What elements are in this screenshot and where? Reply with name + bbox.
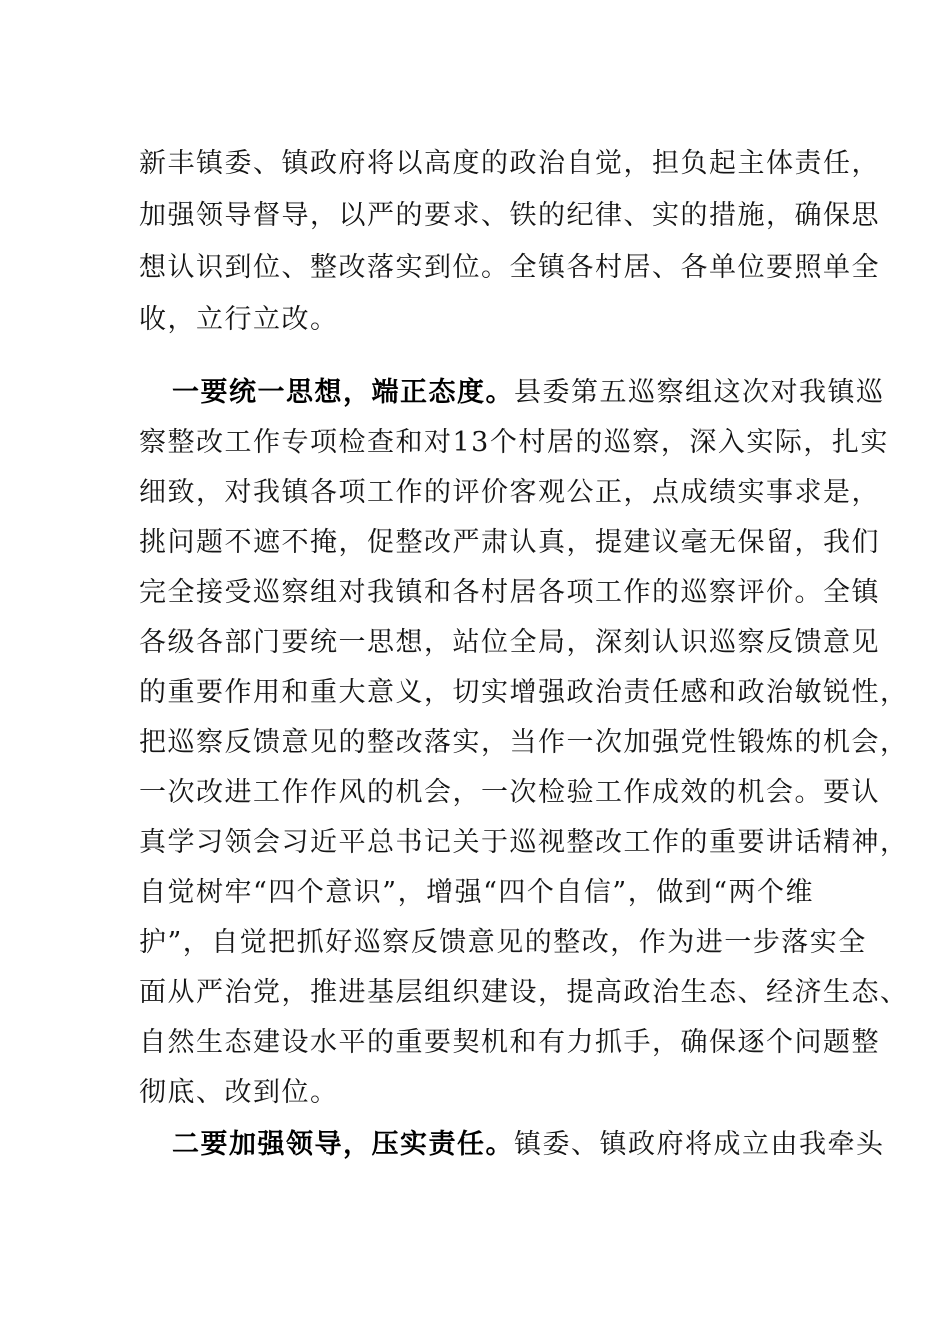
- paragraph-2-line-11: 自觉树牢“四个意识”，增强“四个自信”，做到“两个维: [139, 877, 815, 908]
- paragraph-3-lead-text: 镇委、镇政府将成立由我牵头: [514, 1129, 885, 1160]
- paragraph-2-line-6: 各级各部门要统一思想，站位全局，深刻认识巡察反馈意见: [139, 627, 880, 658]
- paragraph-2-line-5: 完全接受巡察组对我镇和各村居各项工作的巡察评价。全镇: [139, 577, 880, 608]
- paragraph-2-line-4: 挑问题不遮不掩，促整改严肃认真，提建议毫无保留，我们: [139, 527, 880, 558]
- paragraph-2-lead-text: 县委第五巡察组这次对我镇巡: [514, 377, 885, 408]
- paragraph-2-heading: 一要统一思想，端正态度。: [172, 377, 514, 408]
- paragraph-2-line-10: 真学习领会习近平总书记关于巡视整改工作的重要讲话精神，: [139, 827, 909, 858]
- paragraph-2-line-3: 细致，对我镇各项工作的评价客观公正，点成绩实事求是，: [139, 477, 880, 508]
- paragraph-2-line-7: 的重要作用和重大意义，切实增强政治责任感和政治敏锐性，: [139, 677, 909, 708]
- paragraph-2-line-12: 护”，自觉把抓好巡察反馈意见的整改，作为进一步落实全: [139, 927, 867, 958]
- paragraph-3-heading: 二要加强领导，压实责任。: [172, 1129, 514, 1160]
- paragraph-2-line-14: 自然生态建设水平的重要契机和有力抓手，确保逐个问题整: [139, 1027, 880, 1058]
- paragraph-2-line-9: 一次改进工作作风的机会，一次检验工作成效的机会。要认: [139, 777, 880, 808]
- paragraph-2-line-15: 彻底、改到位。: [139, 1077, 339, 1108]
- paragraph-2-first-line: [172, 378, 885, 408]
- paragraph-2-line-8: 把巡察反馈意见的整改落实，当作一次加强党性锻炼的机会，: [139, 727, 909, 758]
- paragraph-3-first-line: [172, 1130, 885, 1160]
- paragraph-2-line-13: 面从严治党，推进基层组织建设，提高政治生态、经济生态、: [139, 977, 909, 1008]
- paragraph-1-line-4: 收，立行立改。: [139, 304, 339, 335]
- paragraph-1-line-1: 新丰镇委、镇政府将以高度的政治自觉，担负起主体责任，: [139, 148, 880, 179]
- paragraph-1-line-3: 想认识到位、整改落实到位。全镇各村居、各单位要照单全: [139, 252, 880, 283]
- paragraph-1-line-2: 加强领导督导，以严的要求、铁的纪律、实的措施，确保思: [139, 200, 880, 231]
- paragraph-2-line-2: 察整改工作专项检查和对13个村居的巡察，深入实际，扎实: [139, 427, 889, 458]
